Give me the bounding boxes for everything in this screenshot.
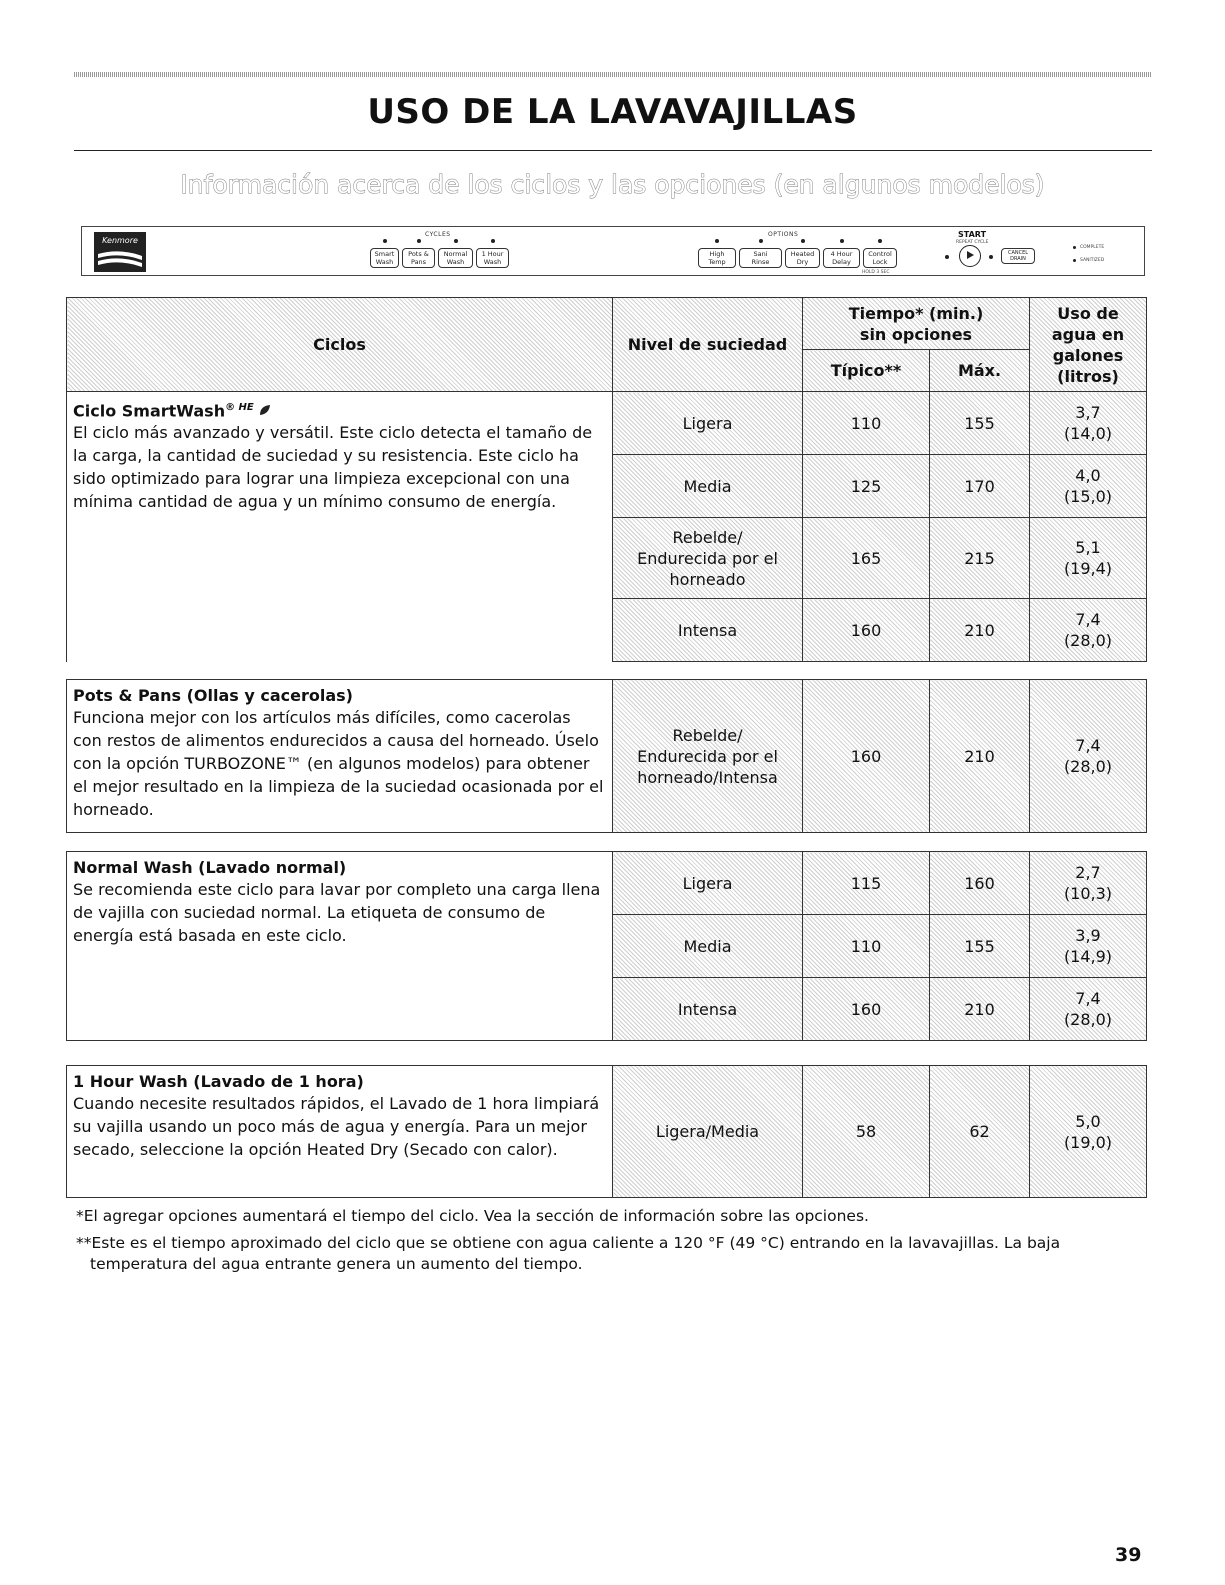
cancel-button-illustration: CANCEL DRAIN xyxy=(1001,248,1035,264)
cycle-description-text: Funciona mejor con los artículos más difíciles, como cacerolas con restos de alimentos endurecidos a causa del horneado. Úselo con la opción TURBOZONE™ (en algunos modelos) para obtener el mejor resultado en la limpieza de la suciedad ocasionada por el horneado. xyxy=(73,708,604,819)
soil-cell: Media xyxy=(613,455,803,518)
water-cell: 3,7 (14,0) xyxy=(1030,392,1147,455)
repeat-label: REPEAT CYCLE xyxy=(956,240,989,245)
max-cell: 215 xyxy=(930,518,1030,599)
options-label: OPTIONS xyxy=(768,231,799,238)
option-led xyxy=(759,239,763,243)
typical-cell: 165 xyxy=(803,518,930,599)
water-cell: 3,9 (14,9) xyxy=(1030,915,1147,978)
cycle-description-1-hour-wash xyxy=(67,1066,613,1198)
typical-cell: 160 xyxy=(803,680,930,833)
title-rule xyxy=(74,150,1152,151)
option-led xyxy=(878,239,882,243)
max-cell: 170 xyxy=(930,455,1030,518)
header-time: Tiempo* (min.) sin opciones xyxy=(803,298,1030,350)
cycle-description-normal-wash xyxy=(67,852,613,1041)
header-typical: Típico** xyxy=(803,350,930,392)
header-water: Uso de agua en galones (litros) xyxy=(1030,298,1147,392)
cycle-led xyxy=(491,239,495,243)
water-cell: 4,0 (15,0) xyxy=(1030,455,1147,518)
cycle-description-pots-pans xyxy=(67,680,613,833)
top-dotted-rule xyxy=(74,72,1152,77)
cycle-button-illustration: Normal Wash xyxy=(438,248,473,268)
water-cell: 7,4 (28,0) xyxy=(1030,680,1147,833)
typical-cell: 115 xyxy=(803,852,930,915)
typical-cell: 160 xyxy=(803,599,930,662)
option-led xyxy=(715,239,719,243)
soil-cell: Intensa xyxy=(613,978,803,1041)
footnote-2: **Este es el tiempo aproximado del ciclo que se obtiene con agua caliente a 120 °F (49 °C) entrando en la lavavajillas. La baja temperatura del agua entrante genera un aumento del tiempo. xyxy=(76,1234,1061,1273)
start-dot xyxy=(945,255,949,259)
header-max: Máx. xyxy=(930,350,1030,392)
max-cell: 155 xyxy=(930,915,1030,978)
footnote-1: *El agregar opciones aumentará el tiempo del ciclo. Vea la sección de información sobre las opciones. xyxy=(76,1207,869,1225)
cycle-button-illustration: Pots & Pans xyxy=(402,248,435,268)
cycle-description-smartwash: Ciclo SmartWash$^{® HE}$ El ciclo más avanzado y versátil. Este ciclo detecta el tamaño de la carga, la cantidad de suciedad y su resistencia. Este ciclo ha sido optimizado para lograr una limpieza excepcional con una mínima cantidad de agua y un mínimo consumo de energía. xyxy=(67,392,613,662)
kenmore-logo: Kenmore xyxy=(94,232,146,272)
water-cell: 5,1 (19,4) xyxy=(1030,518,1147,599)
cycle-description-text: El ciclo más avanzado y versátil. Este ciclo detecta el tamaño de la carga, la cantidad de suciedad y su resistencia. Este ciclo ha sido optimizado para lograr una limpieza excepcional con una mínima cantidad de agua y un mínimo consumo de energía. xyxy=(73,423,593,512)
cycle-led xyxy=(383,239,387,243)
cycle-name: Pots & Pans (Ollas y cacerolas) xyxy=(73,686,353,705)
start-button-illustration xyxy=(959,245,981,267)
start-label: START xyxy=(958,230,987,239)
typical-cell: 125 xyxy=(803,455,930,518)
soil-cell: Ligera xyxy=(613,392,803,455)
soil-cell: Media xyxy=(613,915,803,978)
cycles-label: CYCLES xyxy=(425,231,451,238)
option-button-illustration: Control Lock xyxy=(863,248,897,268)
max-cell: 210 xyxy=(930,599,1030,662)
header-cycles: Ciclos xyxy=(67,298,613,392)
sanitized-label: SANITIZED xyxy=(1080,258,1105,263)
cycle-led xyxy=(417,239,421,243)
cycle-description-text: Se recomienda este ciclo para lavar por completo una carga llena de vajilla con suciedad normal. La etiqueta de consumo de energía está basada en este ciclo. xyxy=(73,880,601,945)
complete-label: COMPLETE xyxy=(1080,245,1105,250)
page-number: 39 xyxy=(1115,1544,1142,1566)
play-icon xyxy=(967,251,974,259)
soil-cell: Ligera xyxy=(613,852,803,915)
option-button-illustration: 4 Hour Delay xyxy=(823,248,860,268)
max-cell: 210 xyxy=(930,680,1030,833)
option-button-illustration: Heated Dry xyxy=(785,248,820,268)
soil-cell: Ligera/Media xyxy=(613,1066,803,1198)
typical-cell: 160 xyxy=(803,978,930,1041)
option-led xyxy=(840,239,844,243)
option-led xyxy=(801,239,805,243)
typical-cell: 58 xyxy=(803,1066,930,1198)
sanitized-led xyxy=(1073,259,1076,262)
max-cell: 62 xyxy=(930,1066,1030,1198)
soil-cell: Rebelde/ Endurecida por el horneado/Intensa xyxy=(613,680,803,833)
cycles-table-1-hour-wash xyxy=(66,1065,1147,1198)
option-button-illustration: High Temp xyxy=(698,248,736,268)
max-cell: 155 xyxy=(930,392,1030,455)
section-title: Información acerca de los ciclos y las opciones (en algunos modelos) xyxy=(180,170,1045,199)
soil-cell: Rebelde/ Endurecida por el horneado xyxy=(613,518,803,599)
cycles-table-normal-wash xyxy=(66,851,1147,1041)
max-cell: 210 xyxy=(930,978,1030,1041)
logo-wave-icon xyxy=(98,250,142,268)
water-cell: 2,7 (10,3) xyxy=(1030,852,1147,915)
hold-label: HOLD 3 SEC xyxy=(862,270,890,275)
complete-led xyxy=(1073,246,1076,249)
water-cell: 7,4 (28,0) xyxy=(1030,599,1147,662)
cancel-dot xyxy=(989,255,993,259)
cycle-name: Ciclo SmartWash xyxy=(73,401,226,421)
cycles-table-smartwash xyxy=(66,297,1147,662)
soil-cell: Intensa xyxy=(613,599,803,662)
max-cell: 160 xyxy=(930,852,1030,915)
cycle-name: Normal Wash (Lavado normal) xyxy=(73,858,347,877)
leaf-icon xyxy=(259,404,271,416)
cycle-led xyxy=(454,239,458,243)
water-cell: 5,0 (19,0) xyxy=(1030,1066,1147,1198)
control-panel-illustration xyxy=(81,226,1145,276)
water-cell: 7,4 (28,0) xyxy=(1030,978,1147,1041)
cycle-name: 1 Hour Wash (Lavado de 1 hora) xyxy=(73,1072,364,1091)
option-button-illustration: Sani Rinse xyxy=(739,248,782,268)
header-soil: Nivel de suciedad xyxy=(613,298,803,392)
cycle-description-text: Cuando necesite resultados rápidos, el Lavado de 1 hora limpiará su vajilla usando un poco más de agua y energía. Para un mejor secado, seleccione la opción Heated Dry (Secado con calor). xyxy=(73,1094,600,1159)
cycles-table-pots-pans xyxy=(66,679,1147,833)
page-title: USO DE LA LAVAVAJILLAS xyxy=(367,92,858,132)
typical-cell: 110 xyxy=(803,915,930,978)
cycle-button-illustration: Smart Wash xyxy=(370,248,399,268)
typical-cell: 110 xyxy=(803,392,930,455)
cycle-button-illustration: 1 Hour Wash xyxy=(476,248,509,268)
